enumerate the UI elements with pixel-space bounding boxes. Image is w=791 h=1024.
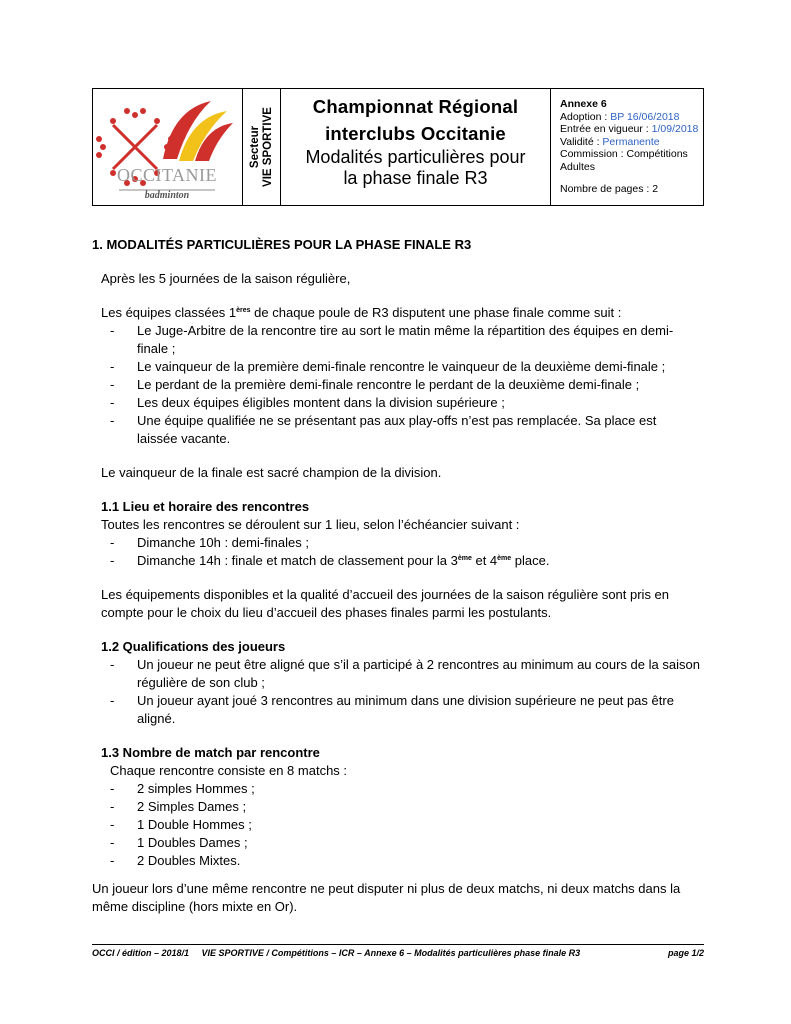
list-item: 2 simples Hommes ; [137, 781, 255, 796]
commission-row: Commission : Compétitions Adultes [560, 148, 688, 173]
section-1-1-para: Les équipements disponibles et la qualité d’accueil des journées de la saison régulière sont pris en [101, 587, 670, 602]
pages-row: Nombre de pages : 2 [560, 183, 659, 195]
meta-cell [551, 89, 703, 205]
validite-row: Validité : Permanente [560, 135, 660, 148]
footer [92, 948, 704, 958]
sector-value: VIE SPORTIVE [261, 107, 274, 187]
section-1-para: Les équipes classées 1ères de chaque poule de R3 disputent une phase finale comme suit : [101, 305, 622, 320]
subtitle-line-2: la phase finale R3 [343, 168, 488, 188]
entree-value: 1/09/2018 [651, 123, 699, 135]
adoption-value: BP 16/06/2018 [610, 110, 680, 123]
list-item: Dimanche 14h : finale et match de classement pour la 3ème et 4ème place. [137, 553, 550, 568]
footer-left: OCCI / édition – 2018/1 VIE SPORTIVE / Compétitions – ICR – Annexe 6 – Modalités particulières phase finale R3 [92, 948, 581, 958]
list-item: finale ; [137, 341, 176, 356]
list-item: Les deux équipes éligibles montent dans la division supérieure ; [137, 395, 505, 410]
section-1-2-heading: 1.2 Qualifications des joueurs [101, 639, 286, 654]
section-1-3-intro: Chaque rencontre consiste en 8 matchs : [110, 763, 348, 778]
section-1-intro: Après les 5 journées de la saison régulière, [101, 271, 351, 286]
list-item: 1 Doubles Dames ; [137, 835, 248, 850]
svg-text:OCCITANIE: OCCITANIE [116, 165, 218, 185]
section-1-3-para: même discipline (hors mixte en Or). [92, 899, 298, 914]
sector-cell [243, 89, 281, 205]
list-item: 1 Double Hommes ; [137, 817, 252, 832]
list-item: 2 Simples Dames ; [137, 799, 247, 814]
list-item: Un joueur ayant joué 3 rencontres au minimum dans une division supérieure ne peut pas être [137, 693, 674, 708]
list-item: 2 Doubles Mixtes. [137, 853, 241, 868]
title-line-2: interclubs Occitanie [325, 123, 506, 144]
sector-label: Secteur [248, 125, 261, 169]
section-1-3-para: Un joueur lors d’une même rencontre ne peut disputer ni plus de deux matchs, ni deux matchs dans la [92, 881, 681, 896]
list-item: Le Juge-Arbitre de la rencontre tire au sort le matin même la répartition des équipes en demi- [137, 323, 674, 338]
winner-text: Le vainqueur de la finale est sacré champion de la division. [101, 465, 442, 480]
occitanie-badminton-logo [93, 89, 241, 204]
list-item: Un joueur ne peut être aligné que s’il a participé à 2 rencontres au minimum au cours de la saison [137, 657, 700, 672]
list-item: aligné. [137, 711, 176, 726]
annexe-label: Annexe 6 [560, 98, 607, 110]
list-item: Dimanche 10h : demi-finales ; [137, 535, 309, 550]
title-cell [281, 89, 551, 205]
list-item: laissée vacante. [137, 431, 231, 446]
adoption-row: Adoption : BP 16/06/2018 [560, 110, 680, 123]
header-table [92, 88, 704, 206]
page-number: page 1/2 [667, 948, 704, 958]
list-item: Le perdant de la première demi-finale rencontre le perdant de la deuxième demi-finale ; [137, 377, 640, 392]
section-1-1-heading: 1.1 Lieu et horaire des rencontres [101, 499, 310, 514]
footer-divider [92, 944, 704, 945]
section-1-heading: 1. MODALITÉS PARTICULIÈRES POUR LA PHASE FINALE R3 [92, 237, 472, 252]
section-1-3-heading: 1.3 Nombre de match par rencontre [101, 745, 320, 760]
section-1-1-para: compte pour le choix du lieu d’accueil des phases finales parmi les postulants. [101, 605, 552, 620]
list-item: Une équipe qualifiée ne se présentant pas aux play-offs n’est pas remplacée. Sa place est [137, 413, 657, 428]
list-item: Le vainqueur de la première demi-finale rencontre le vainqueur de la deuxième demi-finale ; [137, 359, 666, 374]
title-line-1: Championnat Régional [312, 96, 519, 117]
svg-text:badminton: badminton [144, 190, 190, 201]
list-item: régulière de son club ; [137, 675, 265, 690]
logo-cell [93, 89, 243, 205]
section-1-1-intro: Toutes les rencontres se déroulent sur 1 lieu, selon l’échéancier suivant : [101, 517, 520, 532]
subtitle-line-1: Modalités particulières pour [305, 147, 526, 167]
entree-row: Entrée en vigueur : 1/09/2018 [560, 123, 699, 135]
validite-value: Permanente [602, 135, 660, 148]
document-page: OCCITANIE badminton Secteur VIE SPORTIVE Championnat Régional interclubs Occitanie Modalités particulières pour la phase finale R3 Annexe 6 Adoption : BP 16/06/2018 Entrée en vigueur : 1/09/2018 Validité : Permanente Commission : Compétitions Adultes Nombre de pages : 2 1. MODALITÉS PARTICULIÈRES POUR LA PHASE FINALE R3 Après les 5 journées de la saison régulière, Les équipes classées 1ères de chaque poule de R3 disputent une phase finale comme suit : - Le Juge-Arbitre de la rencontre tire au sort le matin même la répartition des équipes en demi- finale ; - Le vainqueur de la première demi-finale rencontre le vainqueur de la deuxième demi-finale ; - Le perdant de la première demi-finale rencontre le perdant de la deuxième demi-finale ; - Les deux équipes éligibles montent dans la division supérieure ; - Une équipe qualifiée ne se présentant pas aux play-offs n’est pas remplacée. Sa place est laissée vacante. Le vainqueur de la finale est sacré champion de la division. 1.1 Lieu et horaire des rencontres Toutes les rencontres se déroulent sur 1 lieu, selon l’échéancier suivant : - Dimanche 10h : demi-finales ; - Dimanche 14h : finale et match de classement pour la 3ème et 4ème place. Les équipements disponibles et la qualité d’accueil des journées de la saison régulière sont pris en compte pour le choix du lieu d’accueil des phases finales parmi les postulants. 1.2 Qualifications des joueurs - Un joueur ne peut être aligné que s’il a participé à 2 rencontres au minimum au cours de la saison régulière de son club ; - Un joueur ayant joué 3 rencontres au minimum dans une division supérieure ne peut pas être aligné. 1.3 Nombre de match par rencontre Chaque rencontre consiste en 8 matchs : - 2 simples Hommes ; - 2 Simples Dames ; - 1 Double Hommes ; - 1 Doubles Dames ; - 2 Doubles Mixtes. Un joueur lors d’une même rencontre ne peut disputer ni plus de deux matchs, ni deux matchs dans la même discipline (hors mixte en Or). OCCI / édition – 2018/1 VIE SPORTIVE / Compétitions – ICR – Annexe 6 – Modalités particulières phase finale R3 page 1/2 [0, 0, 791, 1024]
